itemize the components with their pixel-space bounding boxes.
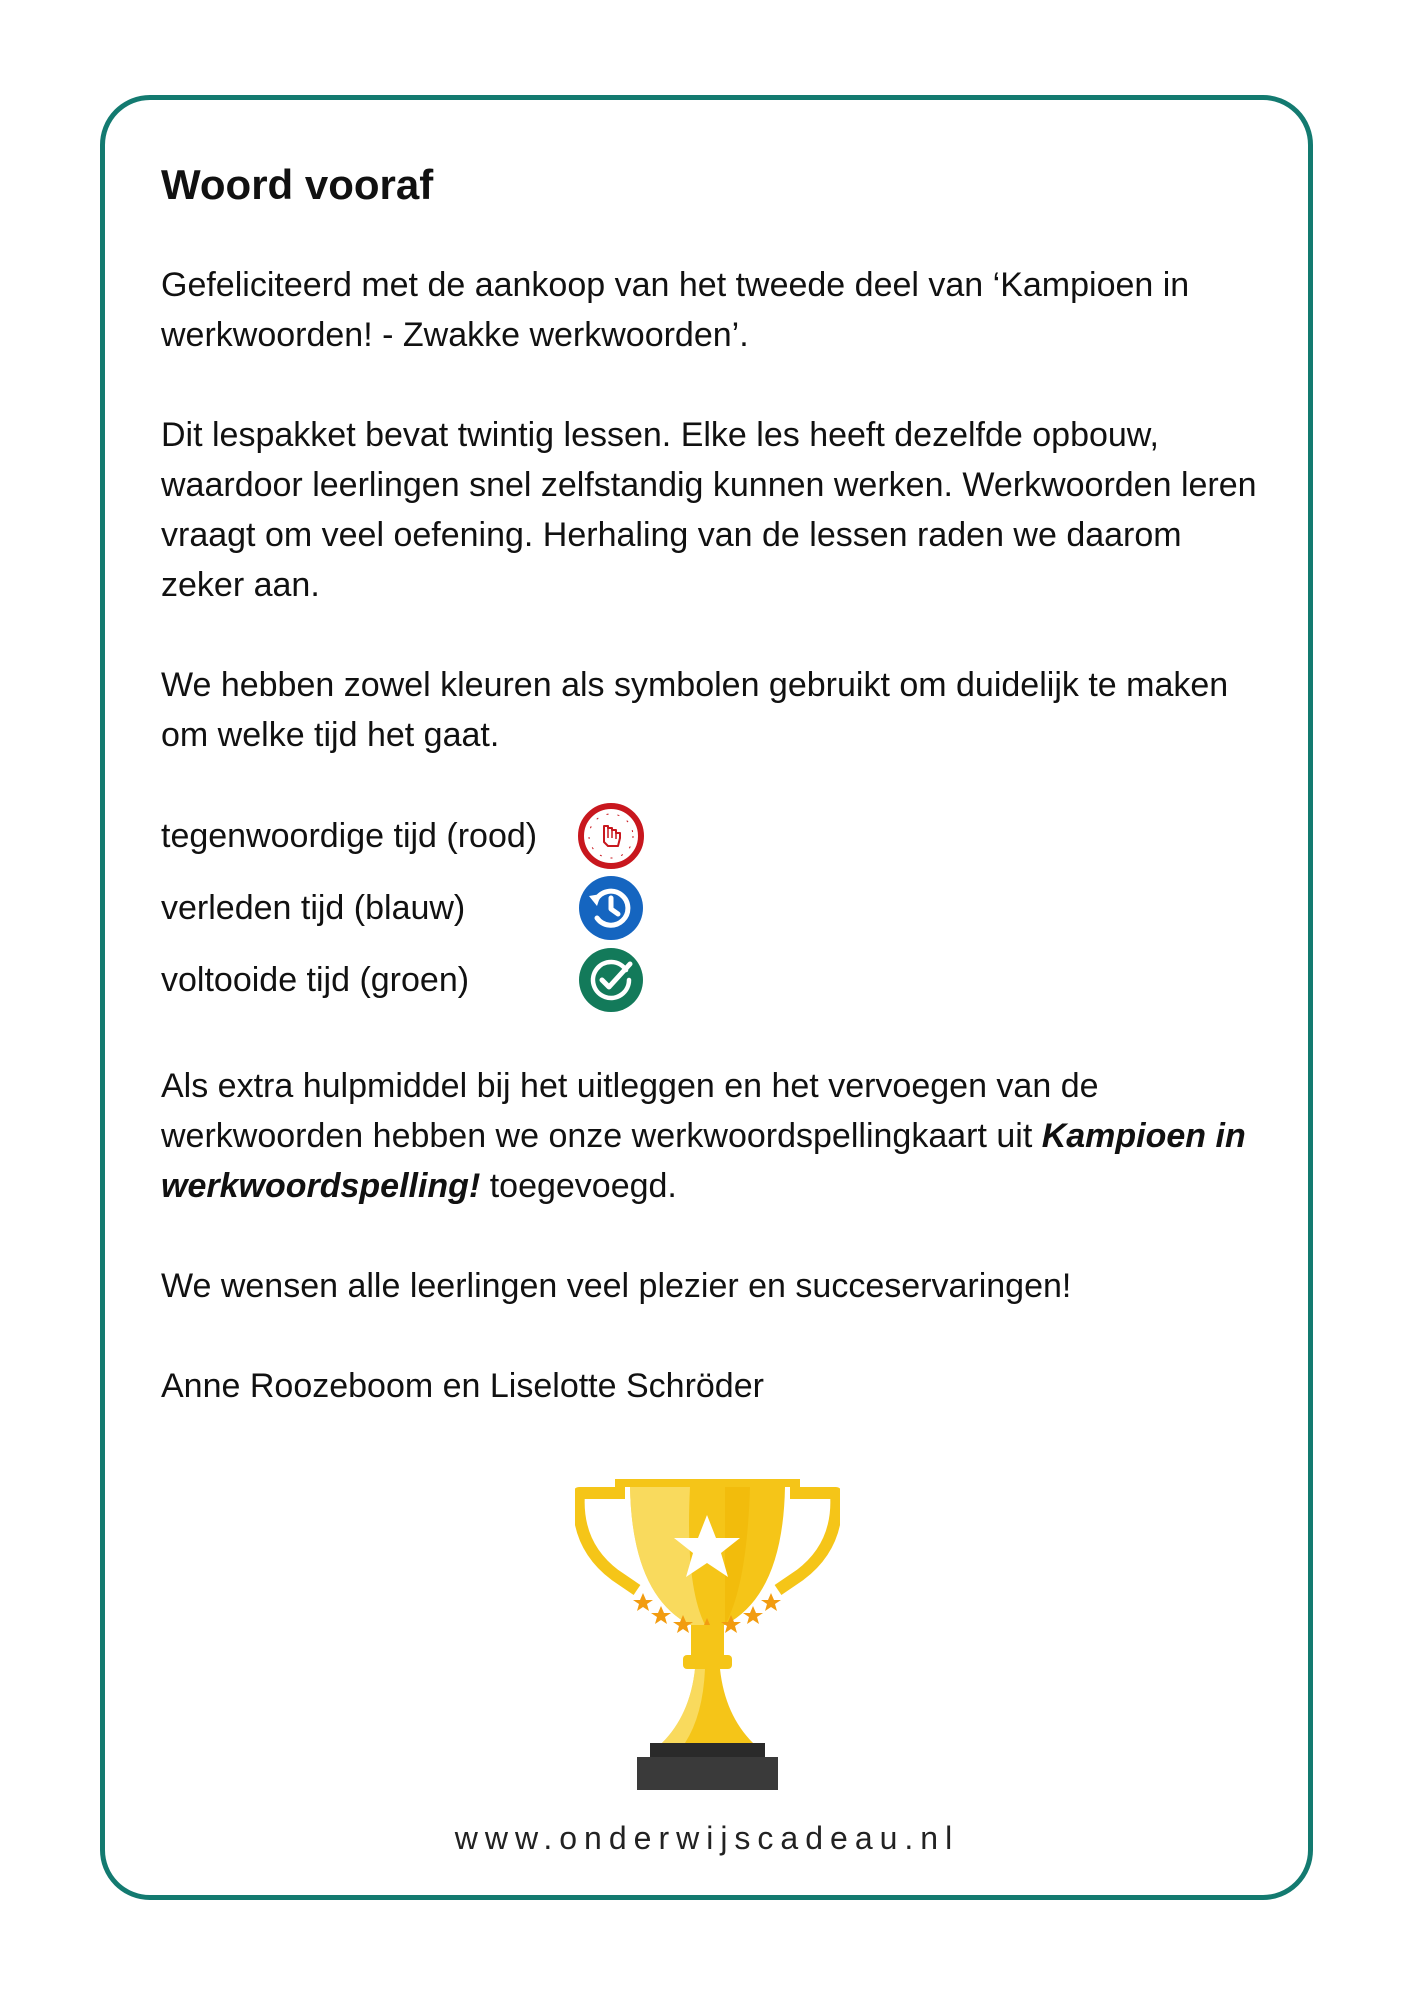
intro-paragraph: Gefeliciteerd met de aankoop van het tweede deel van ‘Kampioen in werkwoorden! - Zwakke werkwoorden’. (161, 266, 1190, 354)
symbols-paragraph: We hebben zowel kleuren als symbolen gebruikt om duidelijk te maken om welke tijd het gaat. (161, 666, 1229, 754)
legend-label-past: verleden tijd (blauw) (161, 889, 466, 927)
check-circle-icon (577, 946, 645, 1014)
legend-label-present: tegenwoordige tijd (rood) (161, 817, 538, 855)
legend-row-past (161, 872, 1261, 944)
page-title: Woord vooraf (161, 161, 434, 208)
pointing-hand-clock-icon (577, 802, 645, 870)
lesson-package-paragraph: Dit lespakket bevat twintig lessen. Elke les heeft dezelfde opbouw, waardoor leerlingen snel zelfstandig kunnen werken. Werkwoorden leren vraagt om veel oefening. Herhaling van de lessen raden we daarom zeker aan. (161, 416, 1257, 604)
wishes-paragraph: We wensen alle leerlingen veel plezier en succeservaringen! (161, 1267, 1072, 1305)
website-url: www.onderwijscadeau.nl (454, 1820, 960, 1856)
authors: Anne Roozeboom en Liselotte Schröder (161, 1367, 764, 1405)
tense-legend (161, 800, 1261, 1016)
helper-paragraph-start: Als extra hulpmiddel bij het uitleggen en het vervoegen van de werkwoorden hebben we onze werkwoordspellingkaart uit (161, 1067, 1099, 1155)
helper-paragraph-end: toegevoegd. (480, 1167, 677, 1205)
helper-paragraph (161, 1061, 1261, 1211)
legend-label-perfect: voltooide tijd (groen) (161, 961, 470, 999)
main-content (161, 150, 1261, 1461)
history-clock-icon (577, 874, 645, 942)
book-title-emphasis: Kampioen in werkwoordspelling! (161, 1117, 1246, 1205)
legend-row-present (161, 800, 1261, 872)
trophy-icon (575, 1475, 840, 1790)
legend-row-perfect (161, 944, 1261, 1016)
